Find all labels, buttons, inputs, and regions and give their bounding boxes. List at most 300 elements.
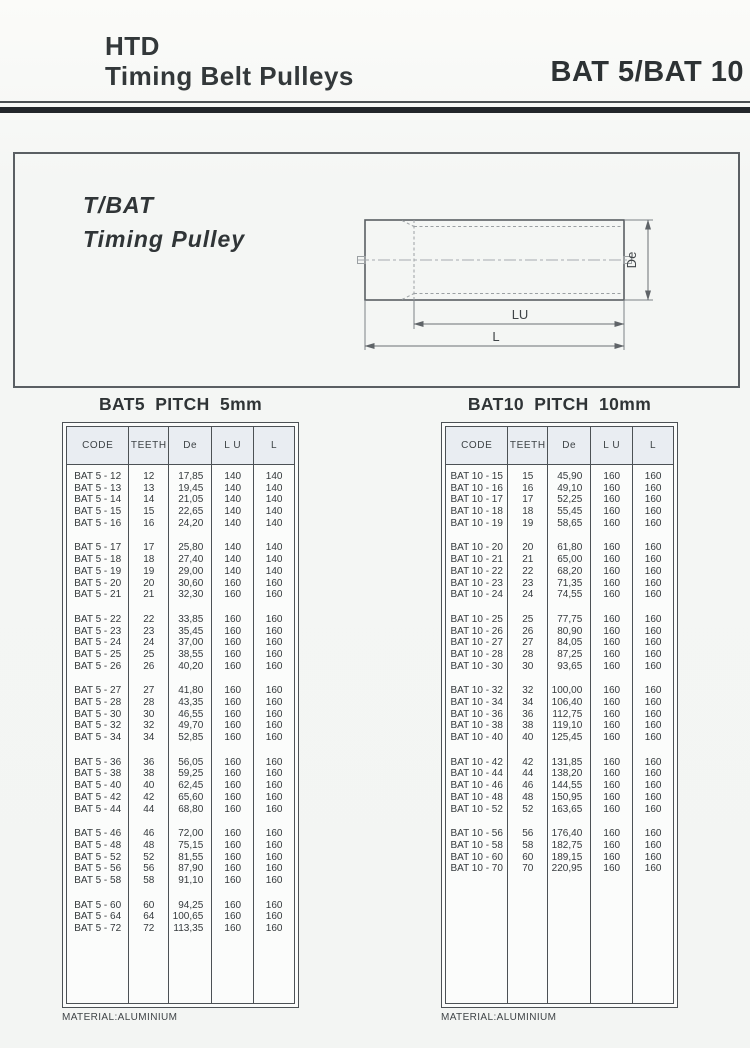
column-body <box>446 465 507 888</box>
table-cell: 25 <box>522 613 534 625</box>
table-cell: 160 <box>265 637 283 649</box>
table-cell: 36 <box>522 708 534 720</box>
table-cell: 140 <box>265 506 283 518</box>
table-cell: 138,20 <box>551 768 583 780</box>
row-group <box>508 471 547 529</box>
table-cell: BAT 10 - 46 <box>450 780 503 792</box>
row-group <box>212 542 253 600</box>
diagram-label-line1: T/BAT <box>83 192 155 218</box>
table-cell: 84,05 <box>557 637 583 649</box>
column-body <box>508 465 547 888</box>
table-cell: 60 <box>143 899 155 911</box>
table-cell: 160 <box>224 756 242 768</box>
table-cell: BAT 5 - 15 <box>74 506 122 518</box>
table-cell: 160 <box>603 542 621 554</box>
table-cell: 16 <box>522 482 534 494</box>
row-group <box>591 471 632 529</box>
table-cell: 140 <box>224 482 242 494</box>
row-group <box>129 471 168 529</box>
table-cell: 160 <box>644 625 662 637</box>
table-column <box>446 427 508 1003</box>
bat10-material-note: MATERIAL:ALUMINIUM <box>441 1012 557 1023</box>
table-cell: 160 <box>603 768 621 780</box>
row-group <box>129 757 168 815</box>
row-group <box>254 614 294 672</box>
table-cell: 100,65 <box>172 911 204 923</box>
table-cell: 160 <box>644 768 662 780</box>
table-cell: 160 <box>265 923 283 934</box>
table-cell: 160 <box>224 685 242 697</box>
column-body <box>212 465 253 948</box>
table-cell: 125,45 <box>551 732 583 744</box>
table-cell: 93,65 <box>557 660 583 672</box>
table-cell: 160 <box>224 637 242 649</box>
table-cell: 22 <box>143 613 155 625</box>
table-cell: 160 <box>644 554 662 566</box>
table-cell: 22,65 <box>178 506 204 518</box>
table-cell: 87,90 <box>178 863 204 875</box>
column-body <box>633 465 673 888</box>
table-cell: 75,15 <box>178 839 204 851</box>
table-cell: 22 <box>522 565 534 577</box>
column-header: L <box>254 427 294 465</box>
row-group <box>67 542 128 600</box>
table-cell: 81,55 <box>178 851 204 863</box>
column-header: De <box>548 427 590 465</box>
table-cell: 160 <box>603 791 621 803</box>
row-group <box>212 614 253 672</box>
bat10-table-section <box>441 394 678 1023</box>
table-cell: 160 <box>644 708 662 720</box>
table-cell: 71,35 <box>557 577 583 589</box>
row-group <box>508 614 547 672</box>
table-cell: BAT 10 - 34 <box>450 697 503 708</box>
table-cell: 140 <box>265 494 283 506</box>
table-cell: BAT 5 - 22 <box>74 613 122 625</box>
row-group <box>169 614 211 672</box>
table-cell: 160 <box>265 648 283 660</box>
table-cell: BAT 5 - 25 <box>74 648 122 660</box>
table-cell: 160 <box>603 708 621 720</box>
table-cell: 27 <box>522 637 534 649</box>
table-cell: 160 <box>644 494 662 506</box>
table-cell: 160 <box>644 720 662 732</box>
table-cell: 150,95 <box>551 791 583 803</box>
table-cell: BAT 5 - 72 <box>74 923 122 934</box>
row-group <box>129 900 168 935</box>
table-cell: 70 <box>522 863 534 875</box>
table-cell: BAT 5 - 48 <box>74 839 122 851</box>
table-cell: BAT 10 - 24 <box>450 589 503 601</box>
row-group <box>212 900 253 935</box>
table-cell: 40,20 <box>178 660 204 672</box>
table-cell: BAT 5 - 46 <box>74 828 122 840</box>
table-cell: 160 <box>603 780 621 792</box>
table-cell: 65,00 <box>557 554 583 566</box>
row-group <box>548 828 590 875</box>
table-column <box>129 427 169 1003</box>
row-group <box>254 757 294 815</box>
table-cell: BAT 10 - 58 <box>450 839 503 851</box>
column-body <box>548 465 590 888</box>
table-cell: BAT 10 - 56 <box>450 828 503 840</box>
table-cell: 52,85 <box>178 732 204 744</box>
table-cell: 61,80 <box>557 542 583 554</box>
table-cell: BAT 10 - 38 <box>450 720 503 732</box>
table-cell: 160 <box>603 648 621 660</box>
table-cell: 94,25 <box>178 899 204 911</box>
column-header: L U <box>591 427 632 465</box>
row-group <box>508 542 547 600</box>
table-cell: 21,05 <box>178 494 204 506</box>
table-column <box>508 427 548 1003</box>
l-dimension-label: L <box>492 329 500 344</box>
table-cell: BAT 5 - 17 <box>74 542 122 554</box>
table-cell: BAT 5 - 42 <box>74 791 122 803</box>
table-cell: BAT 10 - 19 <box>450 517 503 529</box>
table-cell: 160 <box>644 542 662 554</box>
row-group <box>67 828 128 886</box>
brand-title <box>105 31 354 91</box>
table-cell: 160 <box>644 613 662 625</box>
table-cell: 38,55 <box>178 648 204 660</box>
table-cell: 160 <box>224 911 242 923</box>
table-cell: 160 <box>603 613 621 625</box>
table-column <box>633 427 673 1003</box>
table-cell: 24 <box>143 637 155 649</box>
table-cell: 42 <box>522 756 534 768</box>
chamfer-top-hidden-line <box>402 221 414 227</box>
row-group <box>591 542 632 600</box>
table-cell: 160 <box>265 756 283 768</box>
row-group <box>212 471 253 529</box>
table-cell: 182,75 <box>551 839 583 851</box>
table-cell: 160 <box>603 863 621 875</box>
table-cell: 58 <box>522 839 534 851</box>
table-cell: 160 <box>644 506 662 518</box>
table-cell: 160 <box>603 720 621 732</box>
table-cell: BAT 5 - 26 <box>74 660 122 672</box>
table-cell: BAT 5 - 19 <box>74 565 122 577</box>
table-cell: 21 <box>522 554 534 566</box>
de-dimension-label: De <box>624 251 639 269</box>
bat10-table <box>441 422 678 1008</box>
table-cell: 112,75 <box>552 708 583 720</box>
table-cell: BAT 10 - 28 <box>450 648 503 660</box>
table-cell: 19 <box>143 565 155 577</box>
table-cell: 160 <box>644 471 662 482</box>
row-group <box>169 900 211 935</box>
table-cell: 30 <box>522 660 534 672</box>
table-cell: 48 <box>522 791 534 803</box>
table-cell: 140 <box>224 517 242 529</box>
table-cell: 160 <box>265 780 283 792</box>
row-group <box>446 685 507 743</box>
row-group <box>212 685 253 743</box>
table-column <box>169 427 212 1003</box>
table-cell: 160 <box>224 697 242 708</box>
table-cell: 176,40 <box>551 828 583 840</box>
table-cell: 160 <box>603 589 621 601</box>
table-cell: 13 <box>143 482 155 494</box>
table-cell: BAT 10 - 23 <box>450 577 503 589</box>
table-cell: 140 <box>224 494 242 506</box>
row-group <box>254 542 294 600</box>
table-cell: 160 <box>644 863 662 875</box>
table-cell: BAT 10 - 44 <box>450 768 503 780</box>
table-cell: 160 <box>603 756 621 768</box>
table-cell: 160 <box>265 708 283 720</box>
table-cell: 160 <box>644 839 662 851</box>
table-cell: 15 <box>522 471 534 482</box>
row-group <box>633 471 673 529</box>
table-column <box>548 427 591 1003</box>
bat5-table-grid <box>66 426 295 1004</box>
row-group <box>129 685 168 743</box>
table-cell: 46,55 <box>178 708 204 720</box>
table-cell: 106,40 <box>551 697 583 708</box>
table-cell: 160 <box>265 625 283 637</box>
table-cell: 23 <box>522 577 534 589</box>
row-group <box>67 757 128 815</box>
table-cell: 160 <box>603 517 621 529</box>
chamfer-bottom-hidden-line <box>402 294 414 300</box>
row-group <box>548 614 590 672</box>
table-cell: 17,85 <box>178 471 204 482</box>
table-cell: 160 <box>224 828 242 840</box>
table-cell: 160 <box>603 685 621 697</box>
brand-line1: HTD <box>105 31 160 61</box>
table-cell: 27,40 <box>178 554 204 566</box>
table-cell: 18 <box>522 506 534 518</box>
column-body <box>67 465 128 948</box>
table-cell: 113,35 <box>173 923 204 934</box>
row-group <box>633 685 673 743</box>
table-cell: 43,35 <box>178 697 204 708</box>
table-cell: 36 <box>143 756 155 768</box>
table-cell: BAT 5 - 18 <box>74 554 122 566</box>
table-cell: 140 <box>265 482 283 494</box>
pulley-technical-drawing <box>352 202 672 362</box>
table-cell: 26 <box>143 660 155 672</box>
table-cell: 26 <box>522 625 534 637</box>
column-body <box>254 465 294 948</box>
table-cell: 160 <box>644 828 662 840</box>
table-cell: 140 <box>224 506 242 518</box>
table-cell: 160 <box>224 625 242 637</box>
table-cell: BAT 5 - 20 <box>74 577 122 589</box>
table-column <box>67 427 129 1003</box>
table-cell: 100,00 <box>551 685 583 697</box>
table-cell: 160 <box>265 899 283 911</box>
column-body <box>169 465 211 948</box>
table-cell: 46 <box>522 780 534 792</box>
table-cell: 160 <box>224 577 242 589</box>
row-group <box>508 757 547 815</box>
table-cell: 119,10 <box>552 720 583 732</box>
table-cell: 60 <box>522 851 534 863</box>
table-column <box>254 427 294 1003</box>
table-cell: BAT 5 - 36 <box>74 756 122 768</box>
table-cell: 160 <box>644 589 662 601</box>
table-cell: 56,05 <box>178 756 204 768</box>
table-cell: 49,70 <box>178 720 204 732</box>
table-cell: 220,95 <box>551 863 583 875</box>
table-cell: 160 <box>265 768 283 780</box>
table-cell: 160 <box>265 851 283 863</box>
table-column <box>212 427 254 1003</box>
bat10-table-grid <box>445 426 674 1004</box>
table-cell: 189,15 <box>551 851 583 863</box>
table-cell: 160 <box>603 828 621 840</box>
table-cell: 56 <box>522 828 534 840</box>
table-cell: 160 <box>603 482 621 494</box>
row-group <box>446 471 507 529</box>
table-cell: 55,45 <box>557 506 583 518</box>
table-cell: BAT 10 - 21 <box>450 554 503 566</box>
table-cell: 160 <box>224 708 242 720</box>
table-cell: 23 <box>143 625 155 637</box>
lu-dimension-label: LU <box>511 307 529 322</box>
row-group <box>169 542 211 600</box>
table-cell: 30,60 <box>178 577 204 589</box>
table-cell: 14 <box>143 494 155 506</box>
table-cell: 32 <box>143 720 155 732</box>
table-cell: 140 <box>265 542 283 554</box>
table-cell: BAT 5 - 28 <box>74 697 122 708</box>
table-cell: 52 <box>522 803 534 815</box>
table-cell: 140 <box>224 565 242 577</box>
column-body <box>129 465 168 948</box>
table-cell: 140 <box>224 554 242 566</box>
table-cell: 41,80 <box>178 685 204 697</box>
table-cell: BAT 10 - 60 <box>450 851 503 863</box>
table-cell: 140 <box>265 471 283 482</box>
table-cell: 160 <box>603 577 621 589</box>
table-cell: 160 <box>224 874 242 886</box>
diagram-label <box>83 188 245 256</box>
table-cell: BAT 5 - 21 <box>74 589 122 601</box>
table-cell: BAT 10 - 70 <box>450 863 503 875</box>
row-group <box>633 614 673 672</box>
table-cell: 160 <box>644 851 662 863</box>
row-group <box>212 757 253 815</box>
table-cell: 28 <box>143 697 155 708</box>
column-header: L U <box>212 427 253 465</box>
row-group <box>591 685 632 743</box>
row-group <box>169 828 211 886</box>
table-cell: 160 <box>224 768 242 780</box>
table-cell: 15 <box>143 506 155 518</box>
table-cell: BAT 5 - 14 <box>74 494 122 506</box>
table-cell: 45,90 <box>557 471 583 482</box>
table-cell: 58 <box>143 874 155 886</box>
table-cell: 40 <box>143 780 155 792</box>
table-cell: 37,00 <box>178 637 204 649</box>
table-cell: 20 <box>522 542 534 554</box>
table-cell: BAT 10 - 15 <box>450 471 503 482</box>
table-cell: 52 <box>143 851 155 863</box>
table-cell: 160 <box>603 494 621 506</box>
table-cell: BAT 5 - 30 <box>74 708 122 720</box>
table-cell: 160 <box>224 923 242 934</box>
row-group <box>446 614 507 672</box>
table-cell: 160 <box>644 803 662 815</box>
table-cell: 160 <box>265 791 283 803</box>
table-cell: 160 <box>265 685 283 697</box>
table-cell: 160 <box>265 589 283 601</box>
table-cell: 160 <box>265 613 283 625</box>
table-cell: 25,80 <box>178 542 204 554</box>
table-cell: 160 <box>603 839 621 851</box>
column-header: De <box>169 427 211 465</box>
table-cell: 68,80 <box>178 803 204 815</box>
table-cell: 77,75 <box>557 613 583 625</box>
table-cell: BAT 5 - 52 <box>74 851 122 863</box>
table-cell: 160 <box>224 863 242 875</box>
table-cell: 160 <box>265 697 283 708</box>
table-cell: 160 <box>265 828 283 840</box>
table-cell: 140 <box>224 471 242 482</box>
table-cell: 160 <box>224 803 242 815</box>
table-cell: 140 <box>265 565 283 577</box>
table-cell: BAT 5 - 56 <box>74 863 122 875</box>
row-group <box>67 685 128 743</box>
row-group <box>508 685 547 743</box>
bat5-material-note: MATERIAL:ALUMINIUM <box>62 1012 178 1023</box>
table-cell: 18 <box>143 554 155 566</box>
table-cell: 160 <box>644 780 662 792</box>
row-group <box>548 542 590 600</box>
table-cell: 44 <box>522 768 534 780</box>
table-cell: 160 <box>644 637 662 649</box>
table-cell: 59,25 <box>178 768 204 780</box>
table-cell: 160 <box>265 720 283 732</box>
table-cell: BAT 10 - 26 <box>450 625 503 637</box>
table-cell: 52,25 <box>557 494 583 506</box>
table-cell: BAT 5 - 23 <box>74 625 122 637</box>
table-cell: 34 <box>143 732 155 744</box>
table-cell: BAT 5 - 27 <box>74 685 122 697</box>
table-cell: 68,20 <box>557 565 583 577</box>
table-cell: 12 <box>143 471 155 482</box>
table-cell: BAT 5 - 58 <box>74 874 122 886</box>
table-cell: 160 <box>224 660 242 672</box>
table-cell: 131,85 <box>551 756 583 768</box>
model-title: BAT 5/BAT 10 <box>550 56 744 88</box>
row-group <box>548 471 590 529</box>
table-cell: 32 <box>522 685 534 697</box>
column-header: CODE <box>446 427 507 465</box>
table-cell: 42 <box>143 791 155 803</box>
table-cell: 160 <box>265 874 283 886</box>
row-group <box>67 900 128 935</box>
table-cell: BAT 10 - 30 <box>450 660 503 672</box>
table-cell: BAT 10 - 32 <box>450 685 503 697</box>
row-group <box>446 828 507 875</box>
table-cell: 160 <box>265 577 283 589</box>
table-cell: 25 <box>143 648 155 660</box>
table-cell: 21 <box>143 589 155 601</box>
table-cell: 65,60 <box>178 791 204 803</box>
table-cell: 160 <box>603 565 621 577</box>
table-cell: BAT 10 - 52 <box>450 803 503 815</box>
row-group <box>169 757 211 815</box>
table-cell: 33,85 <box>178 613 204 625</box>
table-cell: 35,45 <box>178 625 204 637</box>
table-cell: 160 <box>224 851 242 863</box>
table-cell: 80,90 <box>557 625 583 637</box>
